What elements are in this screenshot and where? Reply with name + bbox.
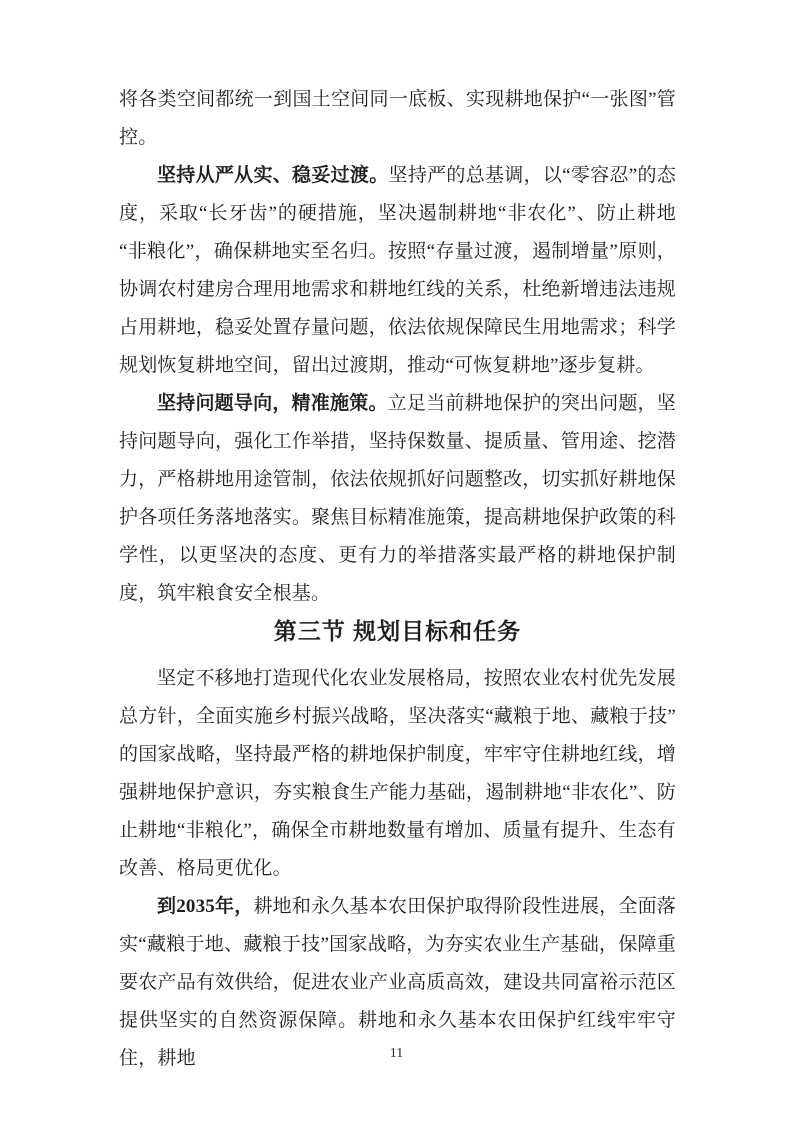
paragraph-text: 坚持严的总基调，以“零容忍”的态度，采取“长牙齿”的硬措施，坚决遏制耕地“非农化”、防止耕地“非粮化”，确保耕地实至名归。按照“存量过渡，遏制增量”原则，协调农村建房合理用地需求和耕地红线的关系，杜绝新增违法违规占用耕地，稳妥处置存量问题，依法依规保障民生用地需求；科学规划恢复耕地空间，留出过渡期，推动“可恢复耕地”逐步复耕。 bbox=[119, 165, 676, 376]
paragraph-lead-bold: 坚持从严从实、稳妥过渡。 bbox=[157, 165, 389, 186]
section-heading: 第三节 规划目标和任务 bbox=[273, 618, 522, 644]
paragraph-text: 坚定不移地打造现代化农业发展格局，按照农业农村优先发展总方针，全面实施乡村振兴战略，坚决落实“藏粮于地、藏粮于技”的国家战略，坚持最严格的耕地保护制度，牢牢守住耕地红线，增强耕地保护意识，夯实粮食生产能力基础，遏制耕地“非农化”、防止耕地“非粮化”，确保全市耕地数量有增加、质量有提升、生态有改善、格局更优化。 bbox=[119, 668, 676, 879]
paragraph-lead-bold: 坚持问题导向，精准施策。 bbox=[157, 393, 388, 414]
paragraph-lead-bold: 到2035年， bbox=[157, 896, 254, 917]
paragraph-text: 立足当前耕地保护的突出问题，坚持问题导向，强化工作举措，坚持保数量、提质量、管用途、挖潜力，严格耕地用途管制，依法依规抓好问题整改，切实抓好耕地保护各项任务落地落实。聚焦目标精准施策，提高耕地保护政策的科学性，以更坚决的态度、更有力的举措落实最严格的耕地保护制度，筑牢粮食安全根基。 bbox=[119, 393, 676, 604]
paragraph-strict-transition bbox=[119, 157, 676, 385]
paragraph-text: 将各类空间都统一到国土空间同一底板、实现耕地保护“一张图”管控。 bbox=[119, 89, 676, 148]
paragraph-continuation bbox=[119, 81, 676, 157]
page-footer bbox=[0, 1044, 793, 1062]
paragraph-text: 耕地和永久基本农田保护取得阶段性进展，全面落实“藏粮于地、藏粮于技”国家战略，为夯实农业生产基础，保障重要农产品有效供给，促进农业产业高质高效，建设共同富裕示范区提供坚实的自然资源保障。耕地和永久基本农田保护红线牢牢守住，耕地 bbox=[119, 896, 676, 1069]
document-body bbox=[119, 81, 676, 1078]
page-number: 11 bbox=[389, 1046, 404, 1061]
paragraph-goals bbox=[119, 660, 676, 888]
paragraph-problem-oriented bbox=[119, 385, 676, 613]
